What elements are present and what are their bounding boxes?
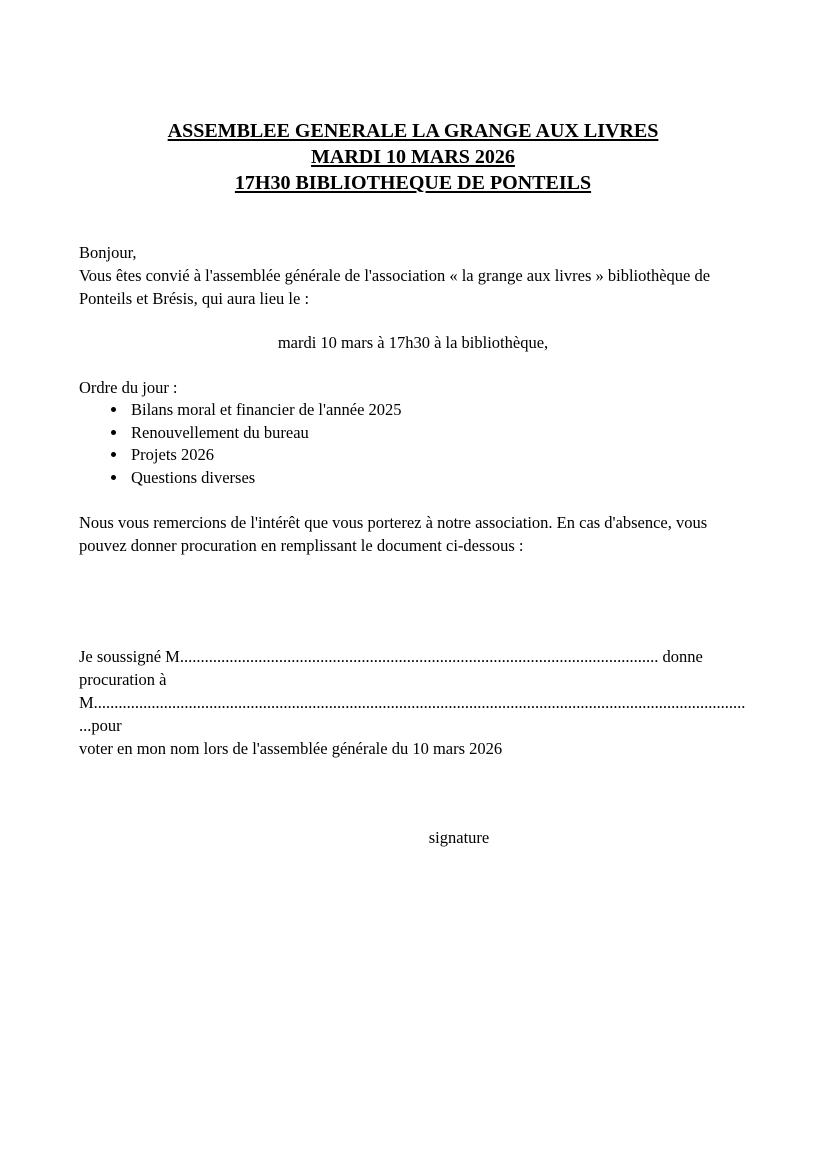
proxy-line-3: voter en mon nom lors de l'assemblée générale du 10 mars 2026 xyxy=(79,739,503,758)
intro-paragraph: Vous êtes convié à l'assemblée générale de l'association « la grange aux livres » bibliothèque de Ponteils et Brésis, qui aura lieu le : xyxy=(79,266,711,308)
document-title xyxy=(79,118,747,196)
document-title-line-1: ASSEMBLEE GENERALE LA GRANGE AUX LIVRES xyxy=(167,120,659,142)
document-title-line-3: 17H30 BIBLIOTHEQUE DE PONTEILS xyxy=(234,172,592,194)
thanks-paragraph: Nous vous remercions de l'intérêt que vous porterez à notre association. En cas d'absence, vous pouvez donner procuration en remplissant le document ci-dessous : xyxy=(79,513,708,555)
agenda-item: • Questions diverses xyxy=(128,467,747,490)
greeting: Bonjour, xyxy=(79,243,137,262)
agenda-list xyxy=(79,399,747,489)
proxy-line-1: Je soussigné M.................................................................................................................... donne procuration à xyxy=(79,647,703,689)
agenda-item: • Bilans moral et financier de l'année 2025 xyxy=(128,399,747,422)
proxy-line-2: M.................................................................................................................................................................pour xyxy=(79,693,746,735)
meeting-time-line: mardi 10 mars à 17h30 à la bibliothèque, xyxy=(277,333,549,352)
proxy-section xyxy=(79,645,747,760)
document-title-line-2: MARDI 10 MARS 2026 xyxy=(311,146,515,168)
signature-label: signature xyxy=(428,828,490,847)
agenda-item: • Projets 2026 xyxy=(128,444,747,467)
agenda-heading: Ordre du jour : xyxy=(79,378,178,397)
agenda-item: • Renouvellement du bureau xyxy=(128,422,747,445)
